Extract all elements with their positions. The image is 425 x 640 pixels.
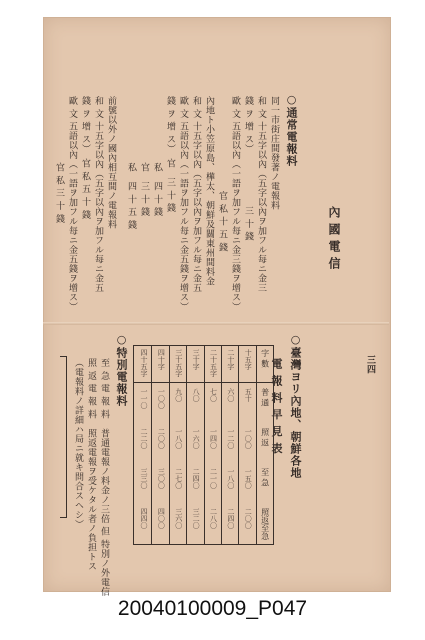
text-column: 至 急 電 報 料 普通電報ノ料金ノ三倍 但 特別ノ外電信 [99,358,109,597]
ordinary-heading: ○通常電報料 [285,93,298,167]
table-header-cell: 照返至急 [260,508,270,540]
page-number: 三四 [365,355,375,374]
table-column-divider [256,346,257,544]
table-cell: 三〇〇 [157,468,166,489]
table-cell: 二十字 [226,349,235,370]
table-cell: 一五〇 [244,468,253,489]
text-column: 和 文 十五字以內（五字以內ヲ加フル每ニ金三 [256,96,266,293]
table-cell: 三六〇 [174,508,183,529]
table-cell: 三三〇 [140,468,148,489]
text-column: 錢 ヲ 增 ス） 官 私 五 十 錢 [80,96,90,220]
special-bracket [60,356,67,518]
table-cell: 二四〇 [226,508,235,529]
table-cell: 二七〇 [174,468,183,489]
table-cell: 二〇〇 [157,428,166,449]
table-cell: 一八〇 [174,428,183,449]
table-column-divider [151,346,152,544]
table-cell: 一四〇 [209,428,218,449]
table-cell: 十五字 [244,349,253,370]
table-cell: 四十字 [157,349,166,370]
table-column-divider [204,346,205,544]
table-cell: 六〇 [226,388,235,402]
table-cell: 二十五字 [209,349,218,377]
text-column: 和 文 十五字以內（五字以內ヲ加フル每ニ金五 [191,96,201,293]
text-column: 歐 文 五語以內（一語ヲ加フル每ニ金五錢ヲ增ス） [178,96,188,312]
table-cell: 三二〇 [192,508,201,529]
table-cell: 一〇〇 [157,388,166,409]
taiwan-heading: ○臺灣ヨリ內地、朝鮮各地 [289,333,302,479]
table-cell: 七〇 [209,388,218,402]
table-header-cell: 至 急 [260,468,270,487]
text-column: 內地ト小笠原島、樺太、朝鮮及關東州間料金 [204,96,214,286]
text-column: 歐 文 五語以內（一語ヲ加フル每ニ金五錢ヲ增ス） [67,96,77,312]
table-column-divider [238,346,239,544]
table-cell: 五十 [244,388,253,402]
text-column: 官 私 十 五 錢 [217,96,227,252]
special-heading: ○特別電報料 [115,333,128,407]
page-fold [43,322,389,325]
table-cell: 四四〇 [140,508,148,529]
table-cell: 八〇 [192,388,201,402]
table-header-cell: 字 數 [260,349,270,368]
table-cell: 一八〇 [226,468,235,489]
table-cell: 九〇 [174,388,183,402]
text-column: 同一市街庄間發著ノ電報料 [269,96,279,210]
image-caption: 20040100009_P047 [117,597,308,620]
table-cell: 一一〇 [140,388,148,409]
text-column: 前號以外ノ國內相互間ノ電報料 [106,96,116,229]
text-column: 官 私 三 十 錢 [54,96,64,224]
table-cell: 四十五字 [140,349,148,377]
table-cell: 一六〇 [192,428,201,449]
text-column: 和 文 十五字以內（五字以內ヲ加フル每ニ金五 [93,96,103,293]
text-column: 私 四 十 五 錢 [126,96,136,230]
table-cell: 一〇〇 [244,428,253,449]
table-column-divider [186,346,187,544]
taiwan-subheading: 電 報 料 早 見 表 [270,358,283,455]
text-column: 錢 ヲ 增 ス） 官 三 十 錢 [165,96,175,213]
text-column: 歐 文 五語以內（一語ヲ加フル每ニ金三錢ヲ增ス） [230,96,240,312]
table-cell: 三十五字 [174,349,183,377]
page-title: 內國電信 [327,206,341,274]
text-column: 官 三 十 錢 [139,96,149,217]
text-column: 照 返 電 報 料 照返電報ヲ受ケタル者ノ負担トス [86,358,96,571]
table-header-cell: 普 通 [260,388,270,407]
table-cell: 四〇〇 [157,508,166,529]
table-cell: 二一〇 [209,468,218,489]
table-cell: 三十字 [192,349,201,370]
table-column-divider [221,346,222,544]
text-column: 錢 ヲ 增 ス） 三 十 錢 [243,96,253,242]
table-cell: 一二〇 [226,428,235,449]
table-column-divider [169,346,170,544]
table-cell: 二二〇 [140,428,148,449]
table-cell: 二〇〇 [244,508,253,529]
text-column: （電報料ノ詳細ハ局ニ就キ問合スヘシ） [73,358,83,529]
table-header-cell: 照 返 [260,428,270,447]
table-cell: 二四〇 [192,468,201,489]
table-cell: 二八〇 [209,508,218,529]
text-column: 私 四 十 錢 [152,96,162,217]
rate-table [133,345,274,545]
